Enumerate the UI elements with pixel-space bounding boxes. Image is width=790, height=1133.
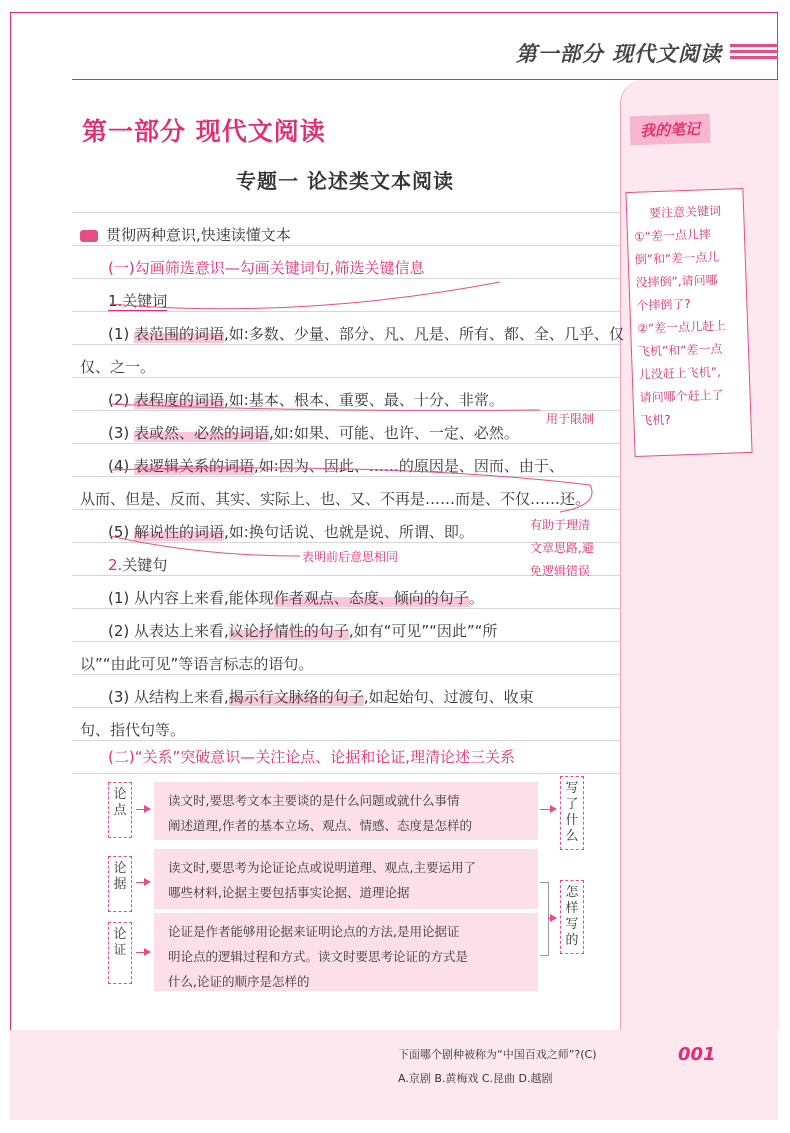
text-line: (5) 解说性的词语,如:换句话说、也就是说、所谓、即。 — [108, 523, 474, 541]
quiz-question: 下面哪个剧种被称为“中国百戏之师”?(C) — [398, 1048, 597, 1061]
note-line: 儿没赶上飞机”, — [638, 364, 722, 382]
note-line: 飞机”和“差一点 — [637, 341, 723, 359]
text-line: 仅、之一。 — [80, 358, 156, 376]
section-title: 专题一 论述类文本阅读 — [236, 169, 454, 193]
text-line: 从而、但是、反而、其实、实际上、也、又、不再是……而是、不仅……还。 — [80, 490, 591, 508]
label-reasoning: 论证 — [108, 922, 132, 984]
text-line: (3) 表或然、必然的词语,如:如果、可能、也许、一定、必然。 — [108, 424, 519, 442]
box-evidence: 读文时,要思考为论证论点或说明道理、观点,主要运用了 哪些材料,论据主要包括事实论据、道理论据 — [154, 849, 538, 909]
note-line: ①“差一点儿摔 — [633, 227, 712, 244]
page-title: 第一部分 现代文阅读 — [82, 117, 326, 146]
note-line: 个摔倒了? — [636, 296, 691, 313]
subheading-line: (一)勾画筛选意识—勾画关键词句,筛选关键信息 — [108, 259, 425, 277]
notes-label: 我的笔记 — [630, 114, 711, 146]
arrow-icon — [136, 809, 150, 810]
text-line: (2) 从表达上来看,议论抒情性的句子,如有“可见”“因此”“所 — [108, 622, 498, 640]
page-number: 001 — [678, 1044, 716, 1065]
keyword-heading: 2.关键句 — [108, 556, 168, 574]
bracket — [540, 882, 549, 956]
note-line: 请问哪个赶上了 — [639, 387, 724, 405]
text-line: (4) 表逻辑关系的词语,如:因为、因此、……的原因是、因而、由于、 — [108, 457, 564, 475]
quiz-options: A.京剧 B.黄梅戏 C.昆曲 D.越剧 — [398, 1072, 553, 1085]
running-header: 第一部分 现代文阅读 — [515, 42, 722, 66]
text-line: 以”“由此可见”等语言标志的语句。 — [80, 655, 314, 673]
text-line: (2) 表程度的词语,如:基本、根本、重要、最、十分、非常。 — [108, 391, 504, 409]
label-argument: 论点 — [108, 782, 132, 838]
label-what-written: 写了什么 — [560, 776, 584, 850]
side-note-clarify-3: 免逻辑错误 — [530, 564, 591, 578]
keyword-heading-text: 1.关键词 — [108, 292, 168, 310]
arrow-icon — [548, 918, 556, 919]
arrow-icon — [136, 952, 150, 953]
heading-text: 贯彻两种意识,快速读懂文本 — [106, 226, 291, 244]
text-line: (1) 表范围的词语,如:多数、少量、部分、凡、凡是、所有、都、全、几乎、仅 — [108, 325, 624, 343]
note-line: ②“差一点儿赶上 — [636, 318, 727, 336]
note-line: 要注意关键词 — [648, 203, 722, 221]
label-how-written: 怎样写的 — [560, 880, 584, 954]
box-argument: 读文时,要思考文本主要谈的是什么问题或就什么事情 阐述道理,作者的基本立场、观点、情感、态度是怎样的 — [154, 782, 538, 840]
note-line: 没摔倒”,请问哪 — [635, 272, 718, 290]
note-line: 飞机? — [640, 412, 672, 428]
footer-band — [10, 1030, 778, 1120]
text-line: (3) 从结构上来看,揭示行文脉络的句子,如起始句、过渡句、收束 — [108, 688, 534, 706]
label-evidence: 论据 — [108, 856, 132, 912]
subheading-line: (二)“关系”突破意识—关注论点、论据和论证,理清论述三关系 — [108, 748, 516, 766]
side-note-limit: 用于限制 — [546, 412, 595, 426]
text-line: (1) 从内容上来看,能体现作者观点、态度、倾向的句子。 — [108, 589, 484, 607]
arrow-icon — [136, 882, 150, 883]
arrow-icon — [540, 809, 556, 810]
side-note-clarify-1: 有助于理清 — [530, 518, 591, 532]
note-line: 倒”和“差一点儿 — [634, 249, 720, 267]
text-line: 句、指代句等。 — [80, 721, 186, 739]
side-note-same: 表明前后意思相同 — [302, 550, 399, 564]
side-note-clarify-2: 文章思路,避 — [530, 541, 594, 555]
box-reasoning: 论证是作者能够用论据来证明论点的方法,是用论据证 明论点的逻辑过程和方式。读文时要思考论证的方式是 什么,论证的顺序是怎样的 — [154, 913, 538, 991]
